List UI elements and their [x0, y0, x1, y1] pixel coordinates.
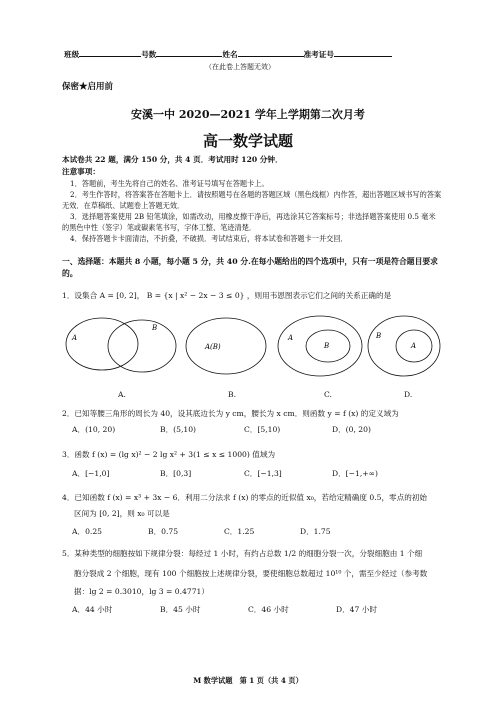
venn-a-circle-b [108, 320, 176, 372]
q1-options [62, 390, 442, 399]
question-5-cont2: 据：lg 2 = 0.3010，lg 3 = 0.4771） [74, 587, 209, 596]
question-2: 2．已知等腰三角形的周长为 40，设其底边长为 y cm，腰长为 x cm．则函数 y = f (x) 的定义域为 [62, 409, 399, 418]
venn-diagrams [62, 306, 442, 388]
venn-a-circle-a [66, 318, 138, 370]
venn-b-circle [186, 318, 266, 374]
seat-blank [156, 48, 222, 57]
page-footer: M 数学试题 第 1 页（共 4 页） [193, 676, 303, 685]
q5-option-c[interactable]: C．46 小时 [248, 605, 289, 614]
venn-c-outer [278, 316, 362, 376]
q2-option-c[interactable]: C．[5,10) [244, 425, 281, 434]
notice-title: 注意事项： [62, 167, 100, 176]
question-4: 4．已知函数 f (x) = x³ + 3x − 6．利用二分法求 f (x) 的零点的近似值 x₀，若给定精确度 0.5，零点的初始 [62, 493, 428, 502]
school-title: 安溪一中 2020—2021 学年上学期第二次月考 [131, 108, 365, 121]
venn-d-outer [368, 316, 440, 376]
secret-label: 保密★启用前 [62, 82, 114, 92]
venn-a-label-a: A [72, 334, 78, 342]
notice-item-2: 2．考生作答时，将答案答在答题卡上．请按照题号在各题的答题区域（黑色线框）内作答，超出答题区域书写的答案无效．在草稿纸、试题卷上答题无效． [62, 190, 442, 210]
notice-item-1: 1．答题前，考生先将自己的姓名、准考证号填写在答题卡上。 [70, 179, 269, 188]
student-info-line [64, 48, 434, 60]
q3-option-d[interactable]: D．[−1,+∞) [332, 469, 378, 478]
exam-no-label: 准考证号 [303, 50, 334, 59]
q4-option-b[interactable]: B．0.75 [148, 527, 179, 536]
venn-b-label: A(B) [205, 343, 221, 351]
question-1: 1．设集合 A = [0, 2]， B = {x | x² − 2x − 3 ≤ 0} ，则用韦恩图表示它们之间的关系正确的是 [62, 291, 392, 300]
venn-option-b [186, 318, 266, 374]
q4-option-d[interactable]: D．1.75 [300, 527, 331, 536]
q1-option-a[interactable]: A. [118, 390, 126, 399]
notice-item-3: 3．选择题答案使用 2B 铅笔填涂，如需改动，用橡皮擦干净后，再选涂其它答案标号；非选择题答案使用 0.5 毫米的黑色中性（签字）笔或碳素笔书写，字体工整、笔迹清楚． [62, 212, 436, 232]
question-5: 5．某种类型的细胞按如下规律分裂：每经过 1 小时，有约占总数 1/2 的细胞分裂一次，分裂细胞由 1 个细 [62, 549, 423, 558]
q4-option-a[interactable]: A．0.25 [72, 527, 102, 536]
venn-option-a [66, 318, 176, 372]
q1-option-d[interactable]: D. [404, 390, 413, 399]
section-1-heading: 一、选择题：本题共 8 小题，每小题 5 分，共 40 分.在每小题给出的四个选项中，只有一项是符合题目要求的。 [62, 257, 438, 278]
venn-option-d [368, 316, 440, 376]
exam-no-blank [334, 48, 392, 57]
notice-item-4: 4．保持答题卡卡面清洁，不折叠，不破损．考试结束后，将本试卷和答题卡一并交回． [70, 234, 348, 243]
q2-options [62, 424, 442, 435]
q5-options [62, 604, 442, 615]
q3-option-b[interactable]: B．[0,3] [160, 469, 192, 478]
seat-label: 号数 [141, 50, 157, 59]
venn-d-label-a: A [411, 342, 417, 350]
subject-title: 高一数学试题 [202, 132, 293, 150]
q1-option-b[interactable]: B. [228, 390, 236, 399]
venn-d-label-b: B [376, 332, 382, 340]
q3-option-c[interactable]: C．[−1,3] [244, 469, 282, 478]
q2-option-d[interactable]: D．(0, 20) [332, 425, 371, 434]
question-3: 3．函数 f (x) = (lg x)² − 2 lg x² + 3(1 ≤ x ≤ 1000) 值域为 [62, 450, 276, 459]
q5-option-a[interactable]: A．44 小时 [72, 605, 113, 614]
name-label: 姓名 [222, 50, 238, 59]
venn-c-label-b: B [324, 342, 330, 350]
q5-option-d[interactable]: D．47 小时 [336, 605, 377, 614]
question-5-cont: 胞分裂成 2 个细胞，现有 100 个细胞按上述规律分裂，要使细胞总数超过 10¹⁰ 个，需至少经过（参考数 [74, 569, 428, 578]
q1-option-c[interactable]: C. [324, 390, 332, 399]
question-4-cont: 区间为 [0, 2]，则 x₀ 可以是 [74, 509, 170, 518]
exam-info: 本试卷共 22 题，满分 150 分，共 4 页．考试用时 120 分钟． [62, 155, 283, 164]
venn-c-label-a: A [288, 334, 294, 342]
q3-option-a[interactable]: A．[−1,0] [72, 469, 110, 478]
q2-option-b[interactable]: B．(5,10) [160, 425, 197, 434]
name-blank [238, 48, 304, 57]
q2-option-a[interactable]: A．(10, 20) [72, 425, 116, 434]
class-blank [79, 48, 141, 57]
q5-option-b[interactable]: B．45 小时 [160, 605, 201, 614]
invalid-note: （在此卷上答题无效） [205, 63, 275, 71]
venn-option-c [278, 316, 362, 376]
class-label: 班级 [64, 50, 80, 59]
q3-options [62, 468, 442, 479]
q4-options [62, 526, 442, 537]
q4-option-c[interactable]: C．1.25 [224, 527, 255, 536]
venn-a-label-b: B [152, 324, 158, 332]
